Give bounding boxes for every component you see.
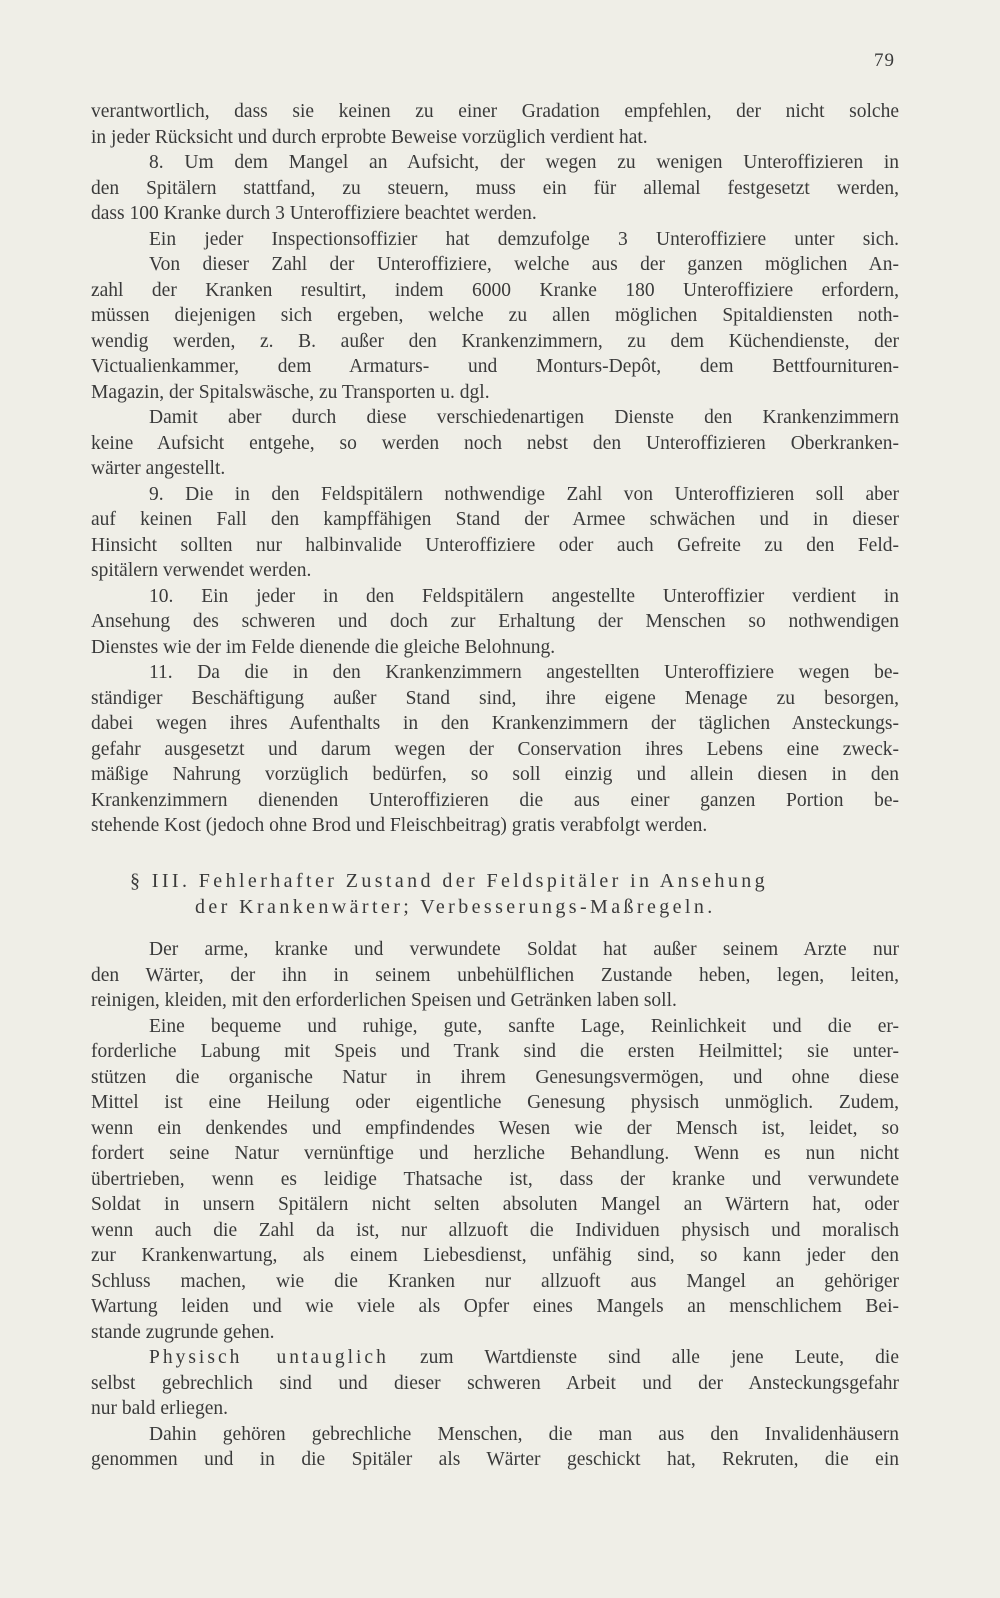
- text-line: den Spitälern stattfand, zu steuern, muss ein für allemal festgesetzt werden,: [91, 177, 899, 199]
- text-line: nur bald erliegen.: [91, 1398, 228, 1419]
- text-line: auf keinen Fall den kampffähigen Stand der Armee schwächen und in dieser: [91, 509, 899, 530]
- text-line: zahl der Kranken resultirt, indem 6000 Kranke 180 Unteroffiziere erfordern,: [91, 279, 899, 301]
- text-line: Hinsicht sollten nur halbinvalide Unteroffiziere oder auch Gefreite zu den Feld-: [91, 534, 899, 556]
- text-line: Physisch untauglich zum Wartdienste sind alle jene Leute, die: [149, 1347, 899, 1368]
- text-line: Dienstes wie der im Felde dienende die gleiche Belohnung.: [91, 636, 556, 658]
- text-line: in jeder Rücksicht und durch erprobte Beweise vorzüglich verdient hat.: [91, 126, 648, 148]
- section-heading-line-2: der Krankenwärter; Verbesserungs-Maßregeln.: [195, 896, 716, 918]
- text-line: wenn auch die Zahl da ist, nur allzuoft die Individuen physisch und moralisch: [91, 1219, 899, 1241]
- text-line: spitälern verwendet werden.: [91, 560, 312, 581]
- text-line: Der arme, kranke und verwundete Soldat hat außer seinem Arzte nur: [149, 939, 899, 960]
- text-line: gefahr ausgesetzt und darum wegen der Conservation ihres Lebens eine zweck-: [91, 738, 899, 760]
- text-line: Von dieser Zahl der Unteroffiziere, welche aus der ganzen möglichen An-: [149, 254, 899, 275]
- text-line: übertrieben, wenn es leidige Thatsache ist, dass der kranke und verwundete: [91, 1168, 899, 1190]
- text-line: Mittel ist eine Heilung oder eigentliche Genesung physisch unmöglich. Zudem,: [91, 1092, 899, 1113]
- text-line: keine Aufsicht entgehe, so werden noch nebst den Unteroffizieren Oberkranken-: [91, 432, 899, 454]
- text-line: Wartung leiden und wie viele als Opfer eines Mangels an menschlichem Bei-: [91, 1296, 899, 1317]
- text-line: zur Krankenwartung, als einem Liebesdienst, unfähig sind, so kann jeder den: [91, 1245, 899, 1266]
- text-line: 10. Ein jeder in den Feldspitälern angestellte Unteroffizier verdient in: [149, 585, 899, 607]
- text-line: Damit aber durch diese verschiedenartigen Dienste den Krankenzimmern: [149, 407, 899, 428]
- text-line: verantwortlich, dass sie keinen zu einer Gradation empfehlen, der nicht solche: [91, 101, 899, 122]
- page-number: 79: [874, 50, 895, 71]
- text-line: Schluss machen, wie die Kranken nur allzuoft aus Mangel an gehöriger: [91, 1270, 899, 1292]
- text-line: müssen diejenigen sich ergeben, welche zu allen möglichen Spitaldiensten noth-: [91, 305, 899, 326]
- text-line: 8. Um dem Mangel an Aufsicht, der wegen zu wenigen Unteroffizieren in: [149, 152, 899, 173]
- body-text-top: [91, 99, 899, 839]
- text-line: Dahin gehören gebrechliche Menschen, die man aus den Invalidenhäusern: [149, 1423, 899, 1445]
- text-line: Soldat in unsern Spitälern nicht selten absoluten Mangel an Wärtern hat, oder: [91, 1194, 899, 1215]
- text-line: stande zugrunde gehen.: [91, 1321, 275, 1343]
- text-line: mäßige Nahrung vorzüglich bedürfen, so soll einzig und allein diesen in den: [91, 764, 899, 785]
- emphasis-spaced: Physisch untauglich: [149, 1347, 389, 1368]
- text-line: selbst gebrechlich sind und dieser schweren Arbeit und der Ansteckungsgefahr: [91, 1372, 899, 1394]
- text-line: ständiger Beschäftigung außer Stand sind, ihre eigene Menage zu besorgen,: [91, 687, 899, 709]
- text-line: den Wärter, der ihn in seinem unbehülflichen Zustande heben, legen, leiten,: [91, 964, 899, 986]
- text-line: fordert seine Natur vernünftige und herzliche Behandlung. Wenn es nun nicht: [91, 1143, 899, 1164]
- text-line: Krankenzimmern dienenden Unteroffizieren die aus einer ganzen Portion be-: [91, 789, 899, 811]
- text-line: wendig werden, z. B. außer den Krankenzimmern, zu dem Küchendienste, der: [91, 330, 899, 352]
- section-heading-line-1: § III. Fehlerhafter Zustand der Feldspitäler in Ansehung: [130, 870, 769, 892]
- text-line: dass 100 Kranke durch 3 Unteroffiziere beachtet werden.: [91, 203, 537, 224]
- text-line: stehende Kost (jedoch ohne Brod und Fleischbeitrag) gratis verabfolgt werden.: [91, 815, 708, 836]
- text-line: genommen und in die Spitäler als Wärter geschickt hat, Rekruten, die ein: [91, 1449, 899, 1470]
- text-line: dabei wegen ihres Aufenthalts in den Krankenzimmern der täglichen Ansteckungs-: [91, 713, 899, 734]
- text-line: Magazin, der Spitalswäsche, zu Transporten u. dgl.: [91, 381, 490, 403]
- text-line: stützen die organische Natur in ihrem Genesungsvermögen, und ohne diese: [91, 1066, 899, 1088]
- text-line: 11. Da die in den Krankenzimmern angestellten Unteroffiziere wegen be-: [149, 662, 899, 683]
- text-line: Ansehung des schweren und doch zur Erhaltung der Menschen so nothwendigen: [91, 611, 899, 632]
- text-line: forderliche Labung mit Speis und Trank sind die ersten Heilmittel; sie unter-: [91, 1041, 899, 1062]
- body-text-bottom: [91, 937, 899, 1473]
- text-line: wärter angestellt.: [91, 458, 226, 479]
- text-line: Ein jeder Inspectionsoffizier hat demzufolge 3 Unteroffiziere unter sich.: [149, 228, 899, 250]
- text-line: 9. Die in den Feldspitälern nothwendige Zahl von Unteroffizieren soll aber: [149, 483, 899, 505]
- text-line: wenn ein denkendes und empfindendes Wesen wie der Mensch ist, leidet, so: [91, 1117, 899, 1139]
- text-line: Victualienkammer, dem Armaturs- und Monturs-Depôt, dem Bettfournituren-: [91, 356, 899, 377]
- text-line: Eine bequeme und ruhige, gute, sanfte Lage, Reinlichkeit und die er-: [149, 1015, 899, 1037]
- text-line: reinigen, kleiden, mit den erforderlichen Speisen und Getränken laben soll.: [91, 990, 677, 1011]
- section-heading: [130, 868, 890, 920]
